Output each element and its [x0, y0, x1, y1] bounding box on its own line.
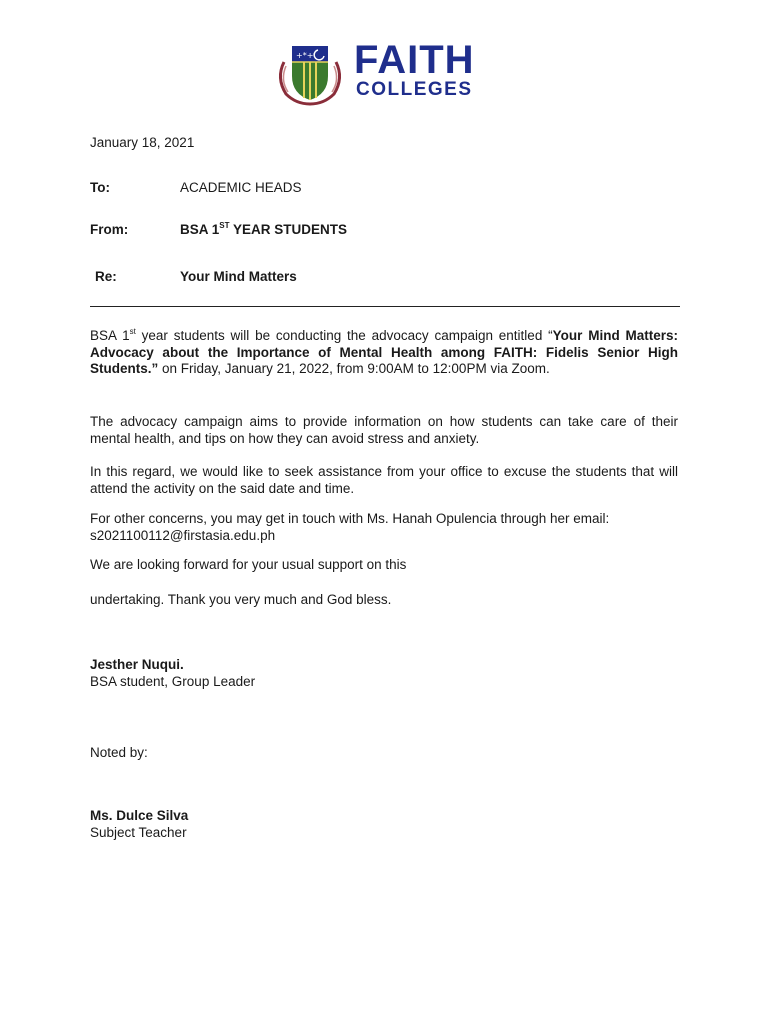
college-crest-icon [274, 42, 346, 106]
memo-date: January 18, 2021 [90, 135, 195, 150]
re-value: Your Mind Matters [180, 269, 297, 284]
signer-name: Jesther Nuqui. [90, 657, 184, 672]
from-value-pre: BSA 1 [180, 222, 220, 237]
from-value-sup: ST [219, 221, 230, 230]
to-label: To: [90, 180, 110, 195]
p1-text-a: BSA 1 [90, 328, 130, 343]
brand-subtitle: COLLEGES [356, 79, 473, 100]
noter-name: Ms. Dulce Silva [90, 808, 189, 823]
p1-text-c: on Friday, January 21, 2022, from 9:00AM to 12:00PM via Zoom. [158, 361, 550, 376]
noted-by-label: Noted by: [90, 745, 148, 760]
to-value: ACADEMIC HEADS [180, 180, 302, 195]
body-paragraph-1 [90, 328, 678, 378]
re-label: Re: [95, 269, 117, 284]
letterhead [270, 36, 510, 108]
noter-title: Subject Teacher [90, 825, 187, 840]
from-label: From: [90, 222, 129, 237]
body-paragraph-5: We are looking forward for your usual support on this [90, 557, 407, 572]
p1-text-b: year students will be conducting the advocacy campaign entitled “ [135, 328, 553, 343]
svg-text:+*+: +*+ [296, 51, 314, 60]
from-value-post: YEAR STUDENTS [229, 222, 348, 237]
campaign-title: Your Mind Matters: Advocacy about the Importance of Mental Health among FAITH: Fidelis Senior High Students.” [90, 328, 679, 376]
signer-title: BSA student, Group Leader [90, 674, 256, 689]
body-paragraph-2: The advocacy campaign aims to provide information on how students can take care of their mental health, and tips on how they can avoid stress and anxiety. [90, 414, 678, 446]
header-divider [90, 306, 680, 307]
contact-email: s2021100112@firstasia.edu.ph [90, 527, 276, 543]
contact-line: For other concerns, you may get in touch with Ms. Hanah Opulencia through her email: [90, 511, 610, 526]
brand-name: FAITH [354, 38, 475, 82]
body-paragraph-3: In this regard, we would like to seek assistance from your office to excuse the students that will attend the activity on the said date and time. [90, 464, 678, 496]
body-paragraph-4 [90, 511, 678, 544]
from-value [180, 222, 347, 237]
p1-sup: st [129, 327, 136, 336]
body-paragraph-6: undertaking. Thank you very much and God bless. [90, 592, 392, 607]
